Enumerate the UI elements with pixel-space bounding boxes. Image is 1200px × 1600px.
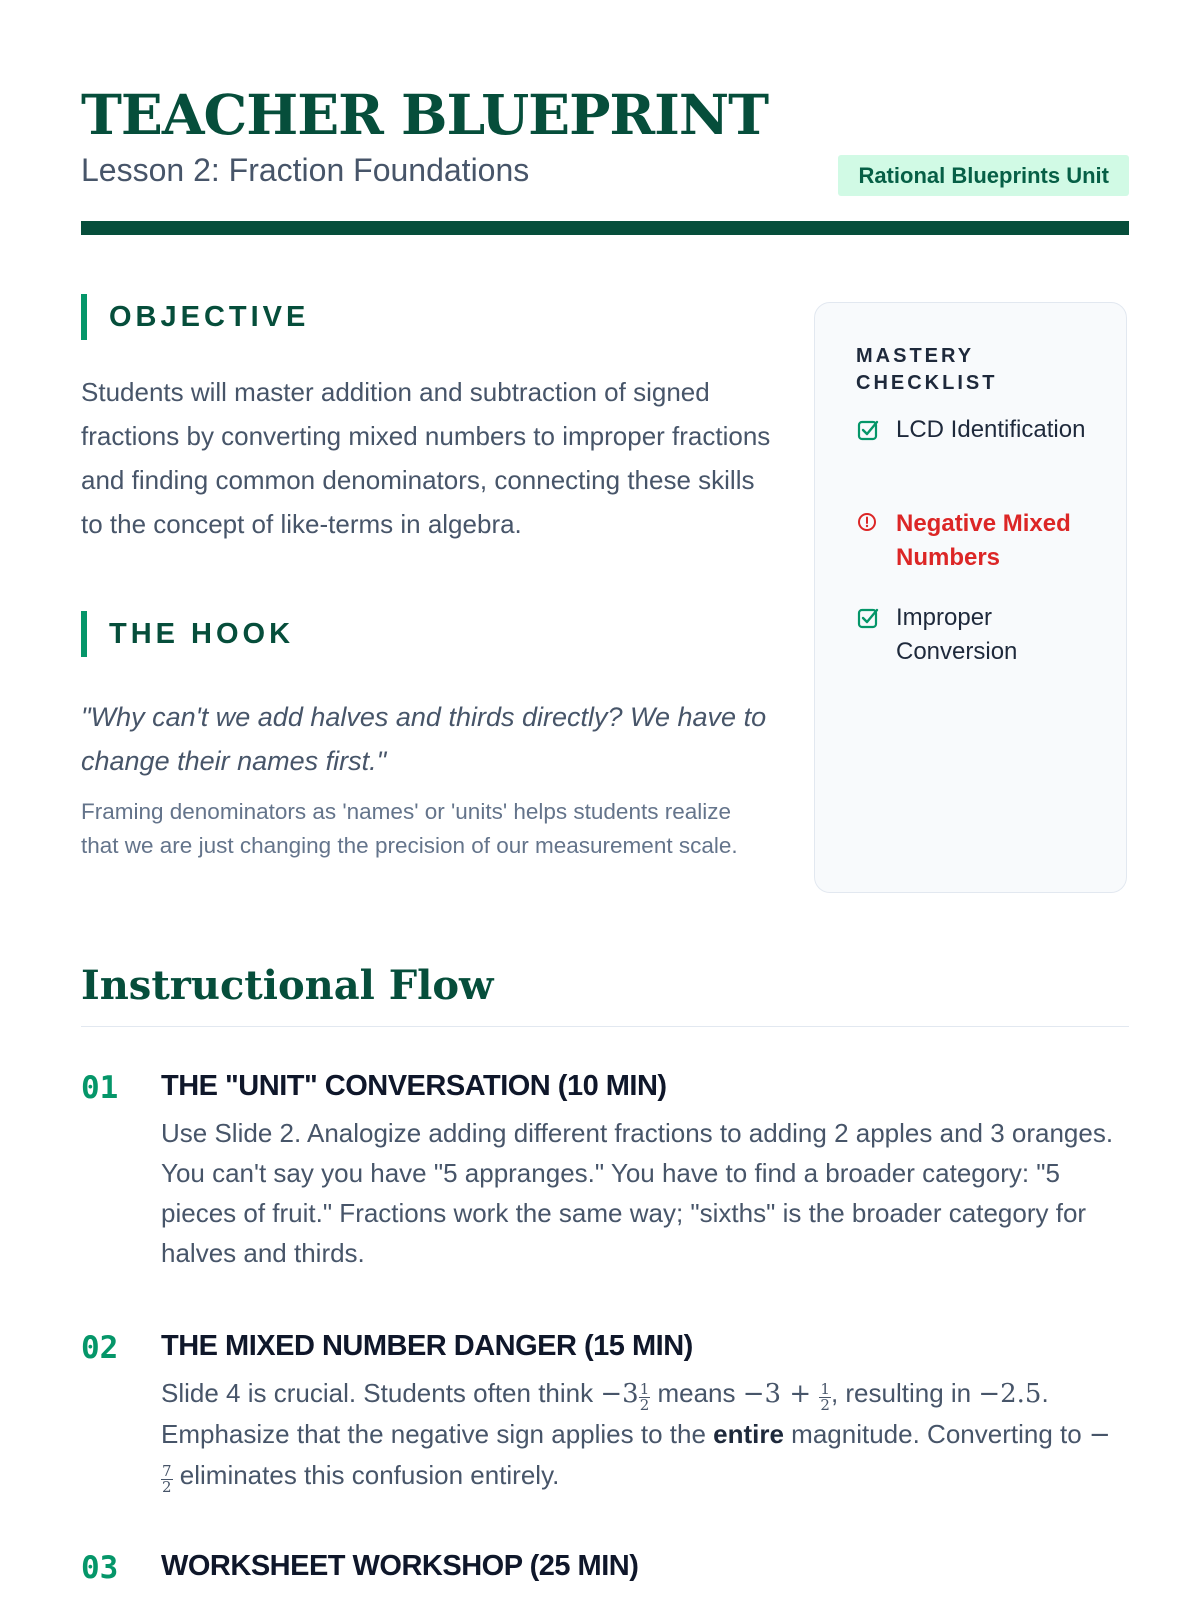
header-divider <box>81 221 1129 235</box>
fraction-numerator: 7 <box>162 1462 172 1480</box>
checklist-item-improper <box>856 601 1096 669</box>
instructional-flow-heading: Instructional Flow <box>81 962 494 1009</box>
lesson-subtitle: Lesson 2: Fraction Foundations <box>81 152 530 188</box>
checklist-item-negative-mixed <box>856 507 1096 575</box>
step-text: Slide 4 is crucial. Students often think <box>161 1378 601 1408</box>
math-text: − <box>1088 1420 1111 1450</box>
fraction-denominator: 2 <box>639 1396 650 1414</box>
hook-quote: "Why can't we add halves and thirds directly? We have to change their names first." <box>81 702 767 776</box>
step-title: WORKSHEET WORKSHOP (25 MIN) <box>161 1550 639 1582</box>
checklist-item-label: Improper Conversion <box>896 604 1018 665</box>
fraction-numerator: 1 <box>820 1380 830 1398</box>
mastery-checklist-card <box>814 302 1127 893</box>
math-text: −3 + <box>742 1379 820 1409</box>
math-text: −3 <box>600 1379 639 1409</box>
objective-text: Students will master addition and subtraction of signed fractions by converting mixed numbers to improper fractions and finding common denominators, connecting these skills to the concept of like-terms in algebra. <box>81 377 771 539</box>
check-square-icon <box>856 605 882 631</box>
alert-circle-icon <box>856 511 882 537</box>
fraction <box>161 1464 173 1495</box>
step-number: 03 <box>81 1550 119 1586</box>
fraction-numerator: 1 <box>639 1380 650 1398</box>
step-number: 02 <box>81 1330 119 1366</box>
fraction <box>639 1382 651 1413</box>
step-body <box>161 1373 1121 1496</box>
emphasis-text: entire <box>713 1419 784 1449</box>
hook-note: Framing denominators as 'names' or 'units' helps students realize that we are just changing the precision of our measurement scale. <box>81 799 738 858</box>
unit-badge: Rational Blueprints Unit <box>838 155 1129 196</box>
checklist-item-label: LCD Identification <box>896 416 1086 443</box>
step-text: , resulting in <box>830 1378 979 1408</box>
step-title: THE MIXED NUMBER DANGER (15 MIN) <box>161 1330 693 1362</box>
step-title: THE "UNIT" CONVERSATION (10 MIN) <box>161 1070 667 1102</box>
hook-heading: THE HOOK <box>81 611 294 657</box>
fraction-denominator: 2 <box>820 1396 830 1414</box>
objective-heading: OBJECTIVE <box>81 294 309 340</box>
checklist-title: MASTERY CHECKLIST <box>856 345 998 394</box>
check-square-icon <box>856 417 882 443</box>
math-expression: −2.5 <box>978 1379 1042 1409</box>
step-text: means <box>650 1378 743 1408</box>
step-text: magnitude. Converting to <box>783 1419 1089 1449</box>
math-expression <box>742 1379 831 1414</box>
fraction <box>819 1382 831 1413</box>
step-text: . Emphasize that the negative sign applies to the <box>161 1378 1049 1449</box>
step-text: eliminates this confusion entirely. <box>172 1460 560 1490</box>
fraction-denominator: 2 <box>162 1478 172 1496</box>
checklist-item-label: Negative Mixed Numbers <box>896 510 1071 571</box>
step-number: 01 <box>81 1070 119 1106</box>
page-title: TEACHER BLUEPRINT <box>81 82 769 147</box>
checklist-item-lcd <box>856 413 1096 447</box>
flow-divider <box>81 1026 1129 1027</box>
step-body: Use Slide 2. Analogize adding different fractions to adding 2 apples and 3 oranges. You can't say you have "5 appranges." You have to find a broader category: "5 pieces of fruit." Fractions work the same way; "sixths" is the broader category for halves and thirds. <box>161 1118 1114 1268</box>
math-expression <box>600 1379 650 1414</box>
